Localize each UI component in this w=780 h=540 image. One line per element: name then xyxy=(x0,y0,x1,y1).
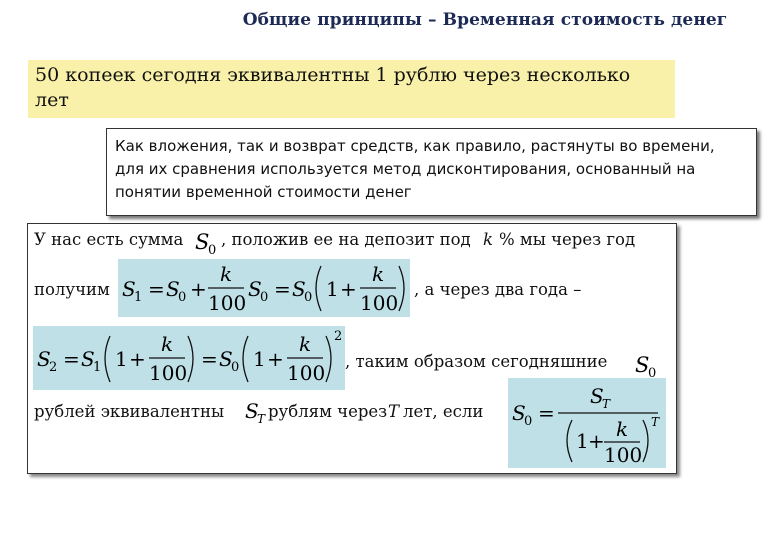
svg-text:=: = xyxy=(538,401,555,425)
svg-text:S: S xyxy=(81,347,95,371)
svg-text:S: S xyxy=(166,277,180,301)
formula-s1 xyxy=(118,259,410,317)
line2-text-end: , а через два года – xyxy=(414,280,582,299)
explanation-box: Как вложения, так и возврат средств, как правило, растянуты во времени, для их сравнения используется метод дисконтирования, основанный на понятии временной стоимости денег xyxy=(106,128,757,216)
line2-text-start: получим xyxy=(34,280,110,299)
formula-s0-discount xyxy=(508,378,666,468)
line1-text-end: % мы через год xyxy=(499,230,636,249)
svg-text:100: 100 xyxy=(604,443,643,467)
svg-text:S: S xyxy=(122,277,136,301)
line4-T: T xyxy=(388,402,400,421)
st-symbol-inline xyxy=(243,398,271,428)
line4-text-end: лет, если xyxy=(403,402,484,421)
svg-text:k: k xyxy=(161,332,174,356)
page-title: Общие принципы – Временная стоимость денег xyxy=(242,10,728,30)
svg-text:=: = xyxy=(148,277,165,301)
svg-text:1: 1 xyxy=(576,429,589,453)
svg-text:1: 1 xyxy=(134,290,143,305)
svg-text:+: + xyxy=(267,347,284,371)
svg-text:k: k xyxy=(220,262,233,286)
svg-text:100: 100 xyxy=(360,291,399,315)
svg-text:100: 100 xyxy=(287,361,326,385)
svg-text:=: = xyxy=(63,347,80,371)
svg-text:2: 2 xyxy=(49,360,58,375)
svg-text:0: 0 xyxy=(260,290,269,305)
formula-s2 xyxy=(33,326,345,390)
headline-banner: 50 копеек сегодня эквивалентны 1 рублю через несколько лет xyxy=(28,60,675,118)
svg-text:1: 1 xyxy=(326,277,339,301)
line1-k: k xyxy=(483,230,493,249)
svg-text:100: 100 xyxy=(149,361,188,385)
svg-text:S: S xyxy=(195,230,210,254)
svg-text:100: 100 xyxy=(208,291,247,315)
line3-text: , таким образом сегодняшние xyxy=(345,352,608,371)
svg-text:S: S xyxy=(512,401,526,425)
svg-text:S: S xyxy=(248,277,262,301)
svg-text:0: 0 xyxy=(304,290,313,305)
svg-text:+: + xyxy=(190,277,207,301)
svg-text:1: 1 xyxy=(115,347,128,371)
svg-text:k: k xyxy=(299,332,312,356)
svg-text:0: 0 xyxy=(648,366,657,381)
line1-text-start: У нас есть сумма xyxy=(34,230,184,249)
svg-text:=: = xyxy=(201,347,218,371)
line4-text-start: рублей эквивалентны xyxy=(34,402,225,421)
svg-text:S: S xyxy=(635,353,650,377)
line4-text-mid: рублям через xyxy=(268,402,388,421)
svg-text:1: 1 xyxy=(93,360,102,375)
svg-text:T: T xyxy=(651,415,660,429)
svg-text:T: T xyxy=(602,397,611,411)
svg-text:S: S xyxy=(292,277,306,301)
svg-text:0: 0 xyxy=(178,290,187,305)
svg-text:0: 0 xyxy=(208,243,217,257)
svg-text:k: k xyxy=(616,417,629,441)
svg-text:T: T xyxy=(257,412,266,426)
svg-text:+: + xyxy=(129,347,146,371)
svg-text:+: + xyxy=(588,429,605,453)
svg-text:0: 0 xyxy=(231,360,240,375)
svg-text:1: 1 xyxy=(253,347,266,371)
svg-text:S: S xyxy=(245,399,259,423)
svg-text:+: + xyxy=(340,277,357,301)
line1-text-mid: , положив ее на депозит под xyxy=(221,230,471,249)
svg-text:k: k xyxy=(372,262,385,286)
svg-text:S: S xyxy=(590,384,604,408)
svg-text:=: = xyxy=(274,277,291,301)
svg-text:0: 0 xyxy=(524,414,533,429)
svg-text:S: S xyxy=(37,347,51,371)
svg-text:S: S xyxy=(219,347,233,371)
svg-text:2: 2 xyxy=(334,329,343,344)
